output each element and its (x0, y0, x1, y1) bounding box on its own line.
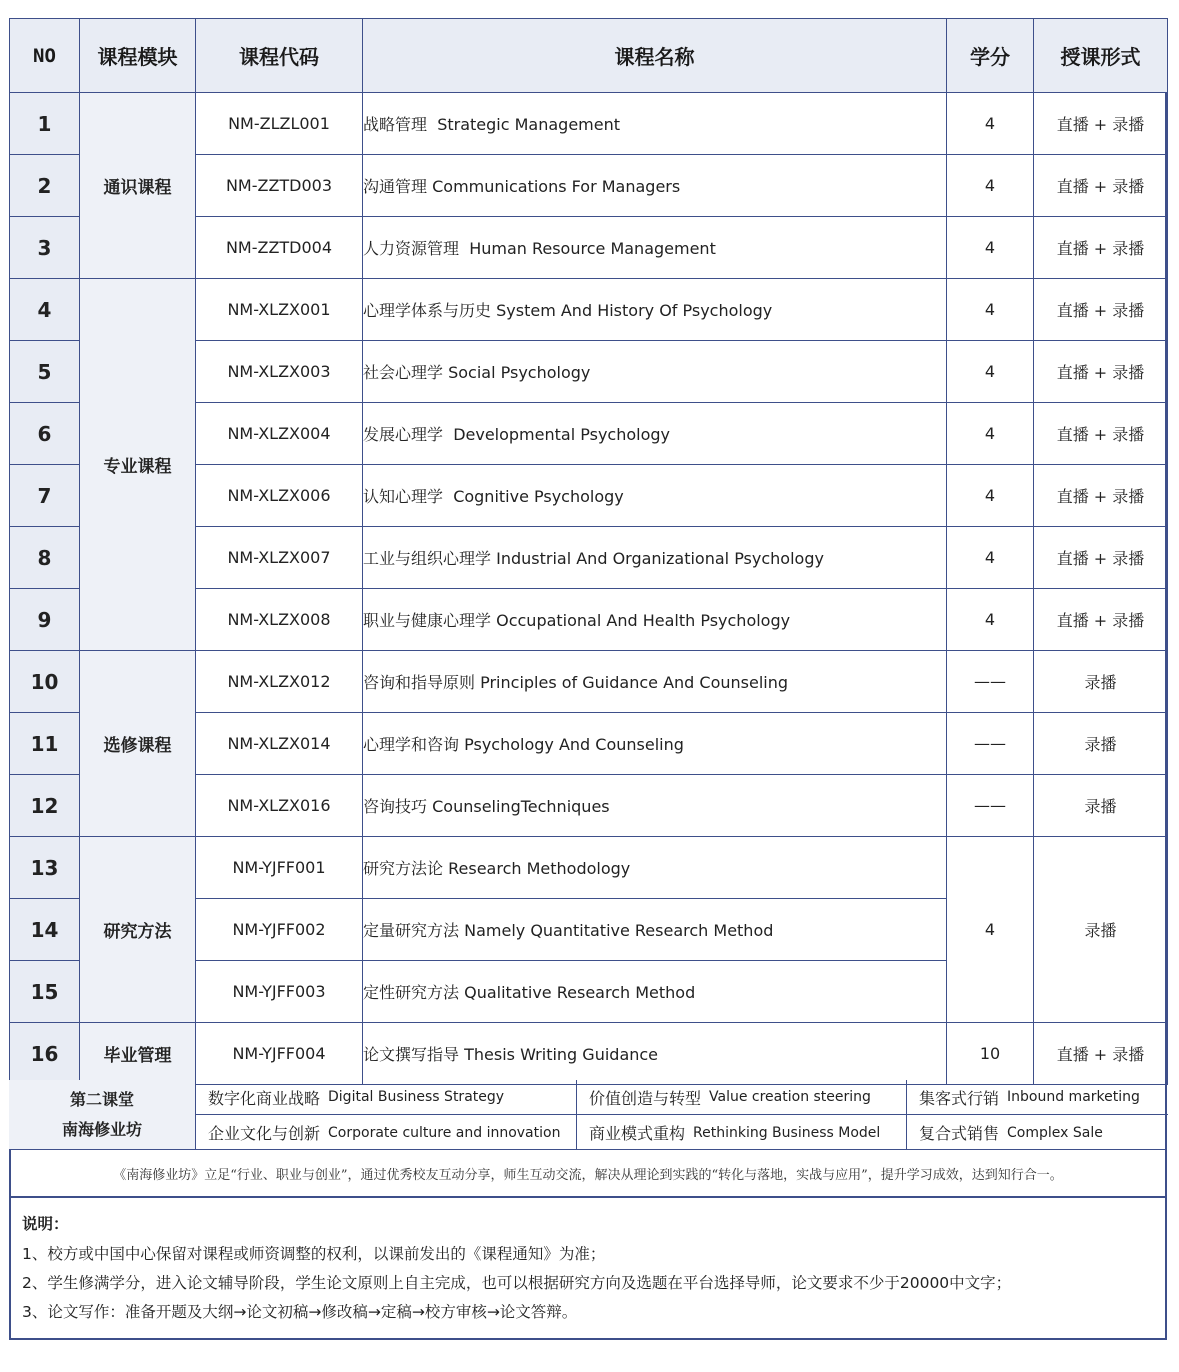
course-code: NM-XLZX006 (196, 465, 363, 527)
course-form: 直播 + 录播 (1034, 465, 1168, 527)
course-name (363, 155, 947, 217)
course-credit: 4 (947, 589, 1034, 651)
course-code: NM-ZZTD003 (196, 155, 363, 217)
course-name-en: CounselingTechniques (432, 797, 610, 816)
course-credit: 10 (947, 1023, 1034, 1085)
course-name (363, 961, 947, 1023)
module-general: 通识课程 (80, 93, 196, 279)
second-classroom-title: 第二课堂 (69, 1090, 134, 1109)
course-name (363, 651, 947, 713)
note-line: 2、学生修满学分，进入论文辅导阶段，学生论文原则上自主完成，也可以根据研究方向及选题在平台选择导师，论文要求不少于20000中文字； (22, 1274, 1012, 1292)
table-row (10, 279, 1168, 341)
row-no: 14 (10, 899, 80, 961)
item-cn: 集客式行销 (919, 1088, 1000, 1108)
course-name-en: Thesis Writing Guidance (464, 1045, 659, 1064)
course-form: 直播 + 录播 (1034, 279, 1168, 341)
course-form: 直播 + 录播 (1034, 341, 1168, 403)
course-name-en: Principles of Guidance And Counseling (480, 673, 789, 692)
second-classroom-item (576, 1080, 906, 1115)
course-name-en: Psychology And Counseling (464, 735, 684, 754)
course-table (9, 18, 1168, 1085)
course-form: 录播 (1034, 651, 1168, 713)
course-code: NM-YJFF002 (196, 899, 363, 961)
item-en: Complex Sale (1007, 1124, 1103, 1141)
course-code: NM-XLZX007 (196, 527, 363, 589)
course-name-en: Cognitive Psychology (453, 487, 624, 506)
course-form: 直播 + 录播 (1034, 403, 1168, 465)
workshop-intro: 《南海修业坊》立足“行业、职业与创业”，通过优秀校友互动分享，师生互动交流，解决从理论到实践的“转化与落地，实战与应用”，提升学习成效，达到知行合一。 (9, 1150, 1167, 1198)
course-credit: —— (947, 775, 1034, 837)
course-name-en: Developmental Psychology (453, 425, 670, 444)
course-form: 录播 (1034, 775, 1168, 837)
item-cn: 复合式销售 (919, 1124, 1000, 1143)
item-cn: 数字化商业战略 (208, 1088, 321, 1108)
course-name (363, 589, 947, 651)
second-classroom-item (195, 1115, 576, 1150)
row-no: 13 (10, 837, 80, 899)
course-name-en: Strategic Management (437, 115, 620, 134)
second-classroom-subtitle: 南海修业坊 (61, 1120, 142, 1139)
course-credit: 4 (947, 155, 1034, 217)
course-credit: 4 (947, 403, 1034, 465)
table-row (10, 651, 1168, 713)
course-code: NM-YJFF004 (196, 1023, 363, 1085)
course-credit: 4 (947, 527, 1034, 589)
course-code: NM-ZLZL001 (196, 93, 363, 155)
course-name-cn: 咨询技巧 (363, 797, 428, 816)
table-header-row (10, 19, 1168, 93)
second-classroom-item (195, 1080, 576, 1115)
course-credit: 4 (947, 465, 1034, 527)
course-name-cn: 沟通管理 (363, 177, 428, 196)
course-code: NM-XLZX004 (196, 403, 363, 465)
item-en: Rethinking Business Model (693, 1124, 881, 1141)
course-name-cn: 研究方法论 (363, 859, 444, 878)
header-credit: 学分 (947, 19, 1034, 93)
course-name-cn: 定性研究方法 (363, 983, 460, 1002)
table-row (10, 1023, 1168, 1085)
course-name-en: Occupational And Health Psychology (496, 611, 791, 630)
course-name-cn: 社会心理学 (363, 363, 444, 382)
course-code: NM-XLZX012 (196, 651, 363, 713)
header-code: 课程代码 (196, 19, 363, 93)
course-name (363, 217, 947, 279)
course-form: 直播 + 录播 (1034, 217, 1168, 279)
course-credit: 4 (947, 93, 1034, 155)
course-name (363, 1023, 947, 1085)
header-form: 授课形式 (1034, 19, 1168, 93)
course-name-en: Social Psychology (448, 363, 591, 382)
item-en: Value creation steering (709, 1089, 871, 1105)
item-cn: 价值创造与转型 (589, 1088, 702, 1108)
row-no: 2 (10, 155, 80, 217)
row-no: 8 (10, 527, 80, 589)
notes-title: 说明： (22, 1215, 69, 1233)
course-code: NM-XLZX003 (196, 341, 363, 403)
course-form: 录播 (1034, 837, 1168, 1023)
course-name (363, 713, 947, 775)
item-cn: 企业文化与创新 (208, 1124, 321, 1143)
course-credit: 4 (947, 217, 1034, 279)
course-name-en: Communications For Managers (432, 177, 681, 196)
row-no: 5 (10, 341, 80, 403)
row-no: 1 (10, 93, 80, 155)
header-no: NO (10, 19, 80, 93)
course-name-en: Human Resource Management (469, 239, 716, 258)
course-name (363, 527, 947, 589)
item-en: Corporate culture and innovation (328, 1124, 561, 1141)
course-form: 直播 + 录播 (1034, 155, 1168, 217)
course-name-cn: 发展心理学 (363, 425, 444, 444)
item-en: Digital Business Strategy (328, 1089, 505, 1105)
course-name (363, 341, 947, 403)
row-no: 16 (10, 1023, 80, 1085)
course-name (363, 279, 947, 341)
course-name (363, 775, 947, 837)
second-classroom-grid (195, 1080, 1168, 1150)
item-cn: 商业模式重构 (589, 1124, 686, 1143)
course-name-en: Industrial And Organizational Psychology (496, 549, 824, 568)
course-name (363, 465, 947, 527)
table-row (10, 837, 1168, 899)
course-name (363, 899, 947, 961)
course-form: 直播 + 录播 (1034, 527, 1168, 589)
course-name-cn: 职业与健康心理学 (363, 611, 492, 630)
course-name-cn: 战略管理 (363, 115, 428, 134)
course-credit: 4 (947, 341, 1034, 403)
course-name-cn: 心理学和咨询 (363, 735, 460, 754)
item-en: Inbound marketing (1007, 1089, 1140, 1105)
header-name: 课程名称 (363, 19, 947, 93)
course-name-en: Qualitative Research Method (464, 983, 696, 1002)
course-code: NM-XLZX014 (196, 713, 363, 775)
note-line: 1、校方或中国中心保留对课程或师资调整的权利，以课前发出的《课程通知》为准； (22, 1245, 606, 1263)
course-name-en: Namely Quantitative Research Method (464, 921, 774, 940)
course-credit: 4 (947, 837, 1034, 1023)
note-line: 3、论文写作：准备开题及大纲→论文初稿→修改稿→定稿→校方审核→论文答辩。 (22, 1303, 578, 1321)
course-code: NM-YJFF001 (196, 837, 363, 899)
row-no: 6 (10, 403, 80, 465)
row-no: 3 (10, 217, 80, 279)
module-graduation: 毕业管理 (80, 1023, 196, 1085)
course-credit: —— (947, 713, 1034, 775)
module-elective: 选修课程 (80, 651, 196, 837)
second-classroom-item (906, 1115, 1168, 1150)
course-code: NM-XLZX016 (196, 775, 363, 837)
course-name (363, 93, 947, 155)
course-form: 直播 + 录播 (1034, 1023, 1168, 1085)
course-code: NM-YJFF003 (196, 961, 363, 1023)
module-professional: 专业课程 (80, 279, 196, 651)
course-name-cn: 人力资源管理 (363, 239, 460, 258)
course-name-cn: 咨询和指导原则 (363, 673, 476, 692)
notes-section (22, 1212, 1162, 1327)
second-classroom-label (9, 1080, 195, 1150)
course-name-en: System And History Of Psychology (496, 301, 773, 320)
course-name-cn: 工业与组织心理学 (363, 549, 492, 568)
module-research: 研究方法 (80, 837, 196, 1023)
course-name-cn: 论文撰写指导 (363, 1045, 460, 1064)
course-name-cn: 定量研究方法 (363, 921, 460, 940)
row-no: 7 (10, 465, 80, 527)
row-no: 12 (10, 775, 80, 837)
row-no: 9 (10, 589, 80, 651)
course-credit: —— (947, 651, 1034, 713)
header-module: 课程模块 (80, 19, 196, 93)
course-form: 录播 (1034, 713, 1168, 775)
course-form: 直播 + 录播 (1034, 589, 1168, 651)
second-classroom-item (576, 1115, 906, 1150)
course-name (363, 403, 947, 465)
second-classroom-item (906, 1080, 1168, 1115)
table-row (10, 93, 1168, 155)
row-no: 10 (10, 651, 80, 713)
row-no: 4 (10, 279, 80, 341)
row-no: 11 (10, 713, 80, 775)
course-code: NM-XLZX001 (196, 279, 363, 341)
course-code: NM-XLZX008 (196, 589, 363, 651)
course-name (363, 837, 947, 899)
course-name-cn: 心理学体系与历史 (363, 301, 492, 320)
course-name-cn: 认知心理学 (363, 487, 444, 506)
course-credit: 4 (947, 279, 1034, 341)
course-code: NM-ZZTD004 (196, 217, 363, 279)
course-form: 直播 + 录播 (1034, 93, 1168, 155)
row-no: 15 (10, 961, 80, 1023)
course-name-en: Research Methodology (448, 859, 631, 878)
